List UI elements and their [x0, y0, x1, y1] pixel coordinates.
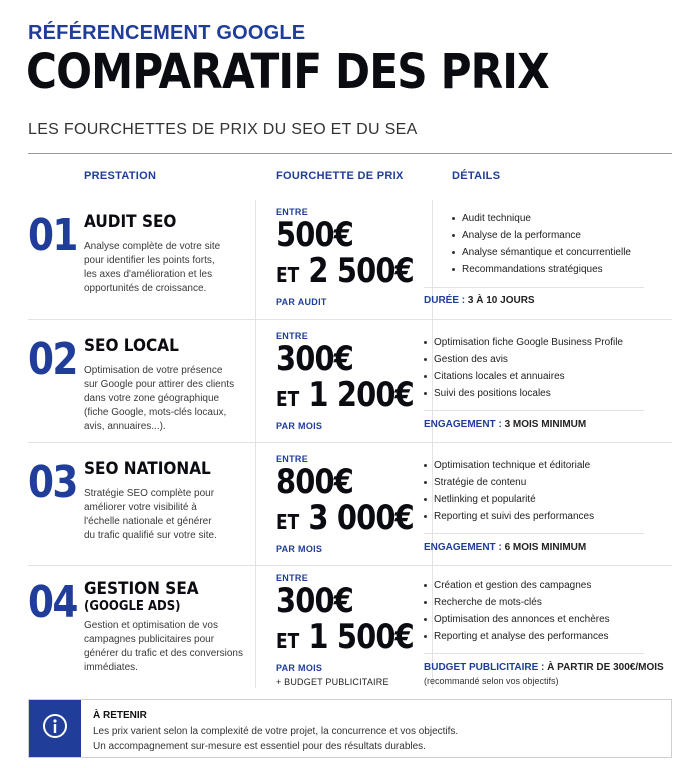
list-item: Analyse de la performance [452, 227, 672, 244]
page-subtitle: LES FOURCHETTES DE PRIX DU SEO ET DU SEA [28, 121, 418, 138]
list-item: Stratégie de contenu [424, 474, 644, 491]
price-range [276, 573, 446, 687]
list-item: Citations locales et annuaires [424, 368, 644, 385]
list-item: Optimisation fiche Google Business Profile [424, 334, 644, 351]
detail-note: ENGAGEMENT : 3 MOIS MINIMUM [424, 419, 587, 430]
price-min: 300€ [276, 339, 354, 379]
col-header-details: DÉTAILS [452, 170, 501, 182]
header-divider [28, 153, 672, 154]
service-description: Optimisation de votre présence sur Google pour attirer des clients dans votre zone géographique (fiche Google, mots-clés locaux, avis, annuaires...). [84, 365, 235, 432]
list-item: Recommandations stratégiques [452, 261, 672, 278]
page-title: COMPARATIF DES PRIX [26, 44, 549, 100]
price-max-line: ET 1 200€ [276, 375, 414, 415]
row-number: 01 [28, 210, 77, 261]
price-unit: PAR AUDIT [276, 297, 327, 307]
price-min: 800€ [276, 462, 354, 502]
table-row [28, 207, 672, 315]
retenir-box [28, 699, 672, 758]
col-header-prestation: PRESTATION [84, 170, 157, 182]
retenir-title: À RETENIR [93, 710, 147, 721]
price-unit: PAR MOIS [276, 663, 323, 673]
service-title: SEO NATIONAL [84, 459, 211, 479]
list-item: Optimisation technique et éditoriale [424, 457, 644, 474]
list-item: Gestion des avis [424, 351, 644, 368]
service-description: Gestion et optimisation de vos campagnes publicitaires pour générer du trafic et des conversions immédiates. [84, 620, 243, 673]
details-list [424, 334, 644, 402]
service-description: Stratégie SEO complète pour améliorer votre visibilité à l'échelle nationale et générer du trafic qualifié sur votre site. [84, 488, 217, 541]
price-range [276, 331, 446, 431]
service-title: GESTION SEA [84, 579, 199, 599]
list-item: Optimisation des annonces et enchères [424, 611, 644, 628]
details-list [452, 210, 672, 278]
table-row [28, 573, 672, 689]
retenir-icon-box [29, 700, 81, 757]
detail-note: ENGAGEMENT : 6 MOIS MINIMUM [424, 542, 587, 553]
list-item: Audit technique [452, 210, 672, 227]
price-range [276, 454, 446, 554]
details-list [424, 457, 644, 525]
row-divider [28, 442, 672, 443]
price-min: 500€ [276, 215, 354, 255]
service-title: SEO LOCAL [84, 336, 179, 356]
list-item: Reporting et suivi des performances [424, 508, 644, 525]
price-max-line: ET 3 000€ [276, 498, 414, 538]
service-subtitle: (GOOGLE ADS) [84, 599, 181, 614]
price-unit: PAR MOIS [276, 421, 323, 431]
list-item: Suivi des positions locales [424, 385, 644, 402]
detail-divider [424, 410, 644, 411]
price-range [276, 207, 446, 307]
table-row [28, 331, 672, 439]
detail-note: DURÉE : 3 À 10 JOURS [424, 295, 535, 306]
list-item: Netlinking et popularité [424, 491, 644, 508]
price-entre-label: ENTRE [276, 573, 309, 583]
row-number: 03 [28, 457, 77, 508]
price-max-line: ET 2 500€ [276, 251, 414, 291]
row-divider [28, 319, 672, 320]
price-entre-label: ENTRE [276, 331, 309, 341]
service-title: AUDIT SEO [84, 212, 177, 232]
price-extra: + BUDGET PUBLICITAIRE [276, 677, 389, 687]
list-item: Analyse sémantique et concurrentielle [452, 244, 672, 261]
detail-divider [424, 533, 644, 534]
row-divider [28, 565, 672, 566]
kicker: RÉFÉRENCEMENT GOOGLE [28, 22, 306, 44]
price-entre-label: ENTRE [276, 454, 309, 464]
row-number: 02 [28, 334, 77, 385]
row-number: 04 [28, 577, 77, 628]
details-list [424, 577, 644, 645]
detail-note-secondary: (recommandé selon vos objectifs) [424, 676, 559, 686]
price-max-line: ET 1 500€ [276, 617, 414, 657]
detail-note: BUDGET PUBLICITAIRE : À PARTIR DE 300€/MOIS [424, 662, 664, 673]
list-item: Création et gestion des campagnes [424, 577, 644, 594]
list-item: Reporting et analyse des performances [424, 628, 644, 645]
price-unit: PAR MOIS [276, 544, 323, 554]
info-icon [42, 713, 68, 744]
detail-divider [424, 287, 644, 288]
list-item: Recherche de mots-clés [424, 594, 644, 611]
price-min: 300€ [276, 581, 354, 621]
detail-divider [424, 653, 644, 654]
service-description: Analyse complète de votre site pour identifier les points forts, les axes d'amélioration et les opportunités de croissance. [84, 241, 221, 294]
price-entre-label: ENTRE [276, 207, 309, 217]
retenir-text: Les prix varient selon la complexité de votre projet, la concurrence et vos objectifs. Un accompagnement sur-mesure est essentiel pour des résultats durables. [93, 726, 459, 752]
table-row [28, 454, 672, 562]
col-header-fourchette: FOURCHETTE DE PRIX [276, 170, 404, 182]
